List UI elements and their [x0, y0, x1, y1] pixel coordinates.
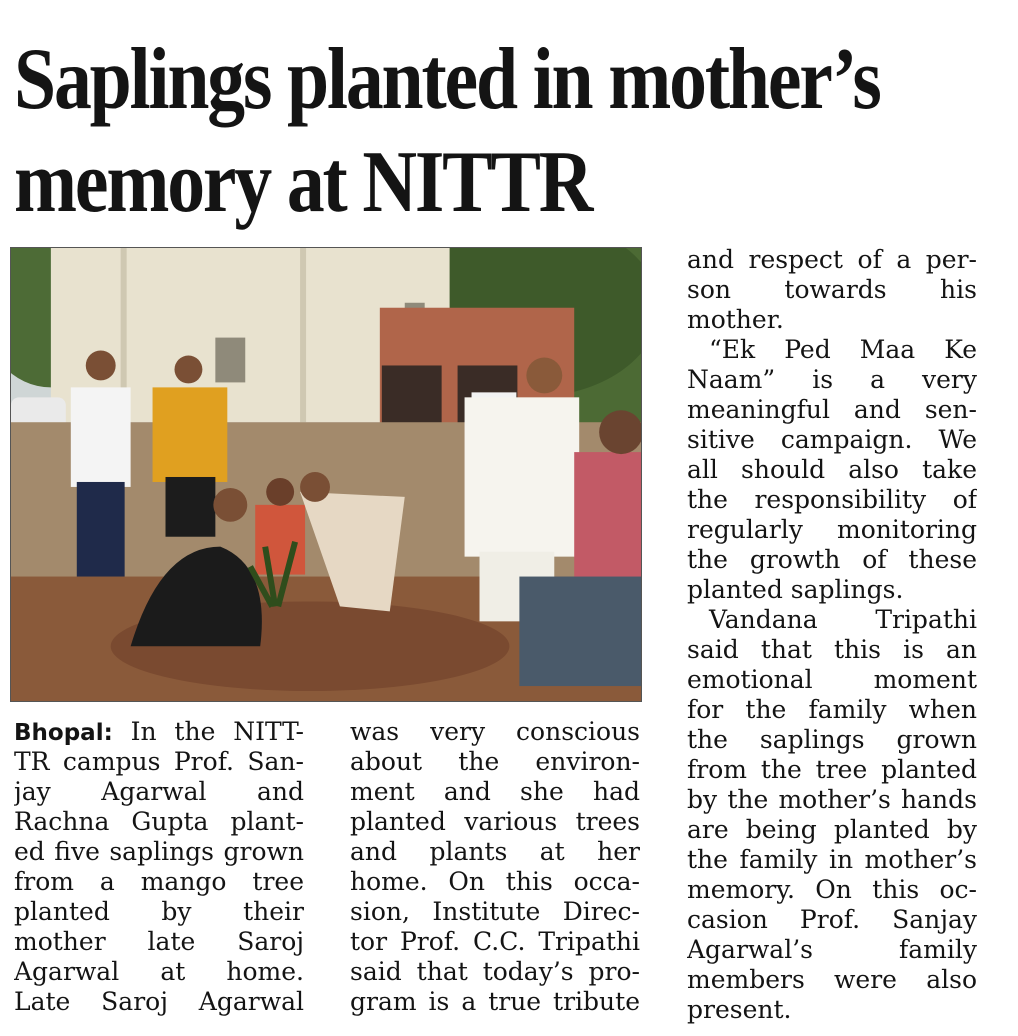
- article-line: son towards his: [687, 275, 977, 304]
- article-line: sitive campaign. We: [687, 425, 977, 454]
- article-line: said that today’s pro-: [350, 957, 640, 986]
- article-line: ed five saplings grown: [14, 837, 304, 866]
- article-line: Vandana Tripathi: [709, 605, 977, 634]
- article-line: the growth of these: [687, 545, 977, 574]
- photo-illustration: [11, 248, 641, 701]
- article-line-text: In the NITT-: [130, 717, 304, 746]
- dateline: Bhopal:: [14, 720, 113, 746]
- article-line: all should also take: [687, 455, 977, 484]
- article-line: memory. On this oc-: [687, 875, 977, 904]
- article-line: for the family when: [687, 695, 977, 724]
- article-line: home. On this occa-: [350, 867, 640, 896]
- article-line: and plants at her: [350, 837, 640, 866]
- article-line: sion, Institute Direc-: [350, 897, 640, 926]
- article-line: gram is a true tribute: [350, 987, 640, 1016]
- article-line: meaningful and sen-: [687, 395, 977, 424]
- article-line: [14, 717, 304, 747]
- article-line: from a mango tree: [14, 867, 304, 896]
- article-line: the responsibility of: [687, 485, 977, 514]
- article-line: “Ek Ped Maa Ke: [709, 335, 977, 364]
- article-line: planted various trees: [350, 807, 640, 836]
- article-line: Late Saroj Agarwal: [14, 987, 304, 1016]
- headline-line-1: Saplings planted in mother’s: [14, 31, 880, 128]
- article-line: was very conscious: [350, 717, 640, 746]
- article-line: by the mother’s hands: [687, 785, 977, 814]
- headline-line-2: memory at NITTR: [14, 134, 592, 231]
- article-line: ment and she had: [350, 777, 640, 806]
- article-line: regularly monitoring: [687, 515, 977, 544]
- sapling-planting-photo: [10, 247, 642, 702]
- article-line: and respect of a per-: [687, 245, 977, 274]
- article-line: emotional moment: [687, 665, 977, 694]
- article-line: mother late Saroj: [14, 927, 304, 956]
- article-line: from the tree planted: [687, 755, 977, 784]
- article-line: mother.: [687, 305, 784, 334]
- article-column-2: [350, 717, 640, 1017]
- article-line: casion Prof. Sanjay: [687, 905, 977, 934]
- article-line: members were also: [687, 965, 977, 994]
- article-line: planted by their: [14, 897, 304, 926]
- article-line: are being planted by: [687, 815, 977, 844]
- article-line: Rachna Gupta plant-: [14, 807, 304, 836]
- headline: [14, 28, 880, 234]
- article-column-1: [14, 717, 304, 1017]
- article-line: said that this is an: [687, 635, 977, 664]
- article-line: Agarwal’s family: [687, 935, 977, 964]
- article-line: the family in mother’s: [687, 845, 977, 874]
- article-line: jay Agarwal and: [14, 777, 304, 806]
- article-column-3: [687, 245, 977, 1025]
- article-line: about the environ-: [350, 747, 640, 776]
- article-line: the saplings grown: [687, 725, 977, 754]
- article-line: tor Prof. C.C. Tripathi: [350, 927, 640, 956]
- article-line: Naam” is a very: [687, 365, 977, 394]
- article-line: TR campus Prof. San-: [14, 747, 304, 776]
- article-line: present.: [687, 995, 792, 1024]
- article-line: Agarwal at home.: [14, 957, 304, 986]
- article-line: planted saplings.: [687, 575, 904, 604]
